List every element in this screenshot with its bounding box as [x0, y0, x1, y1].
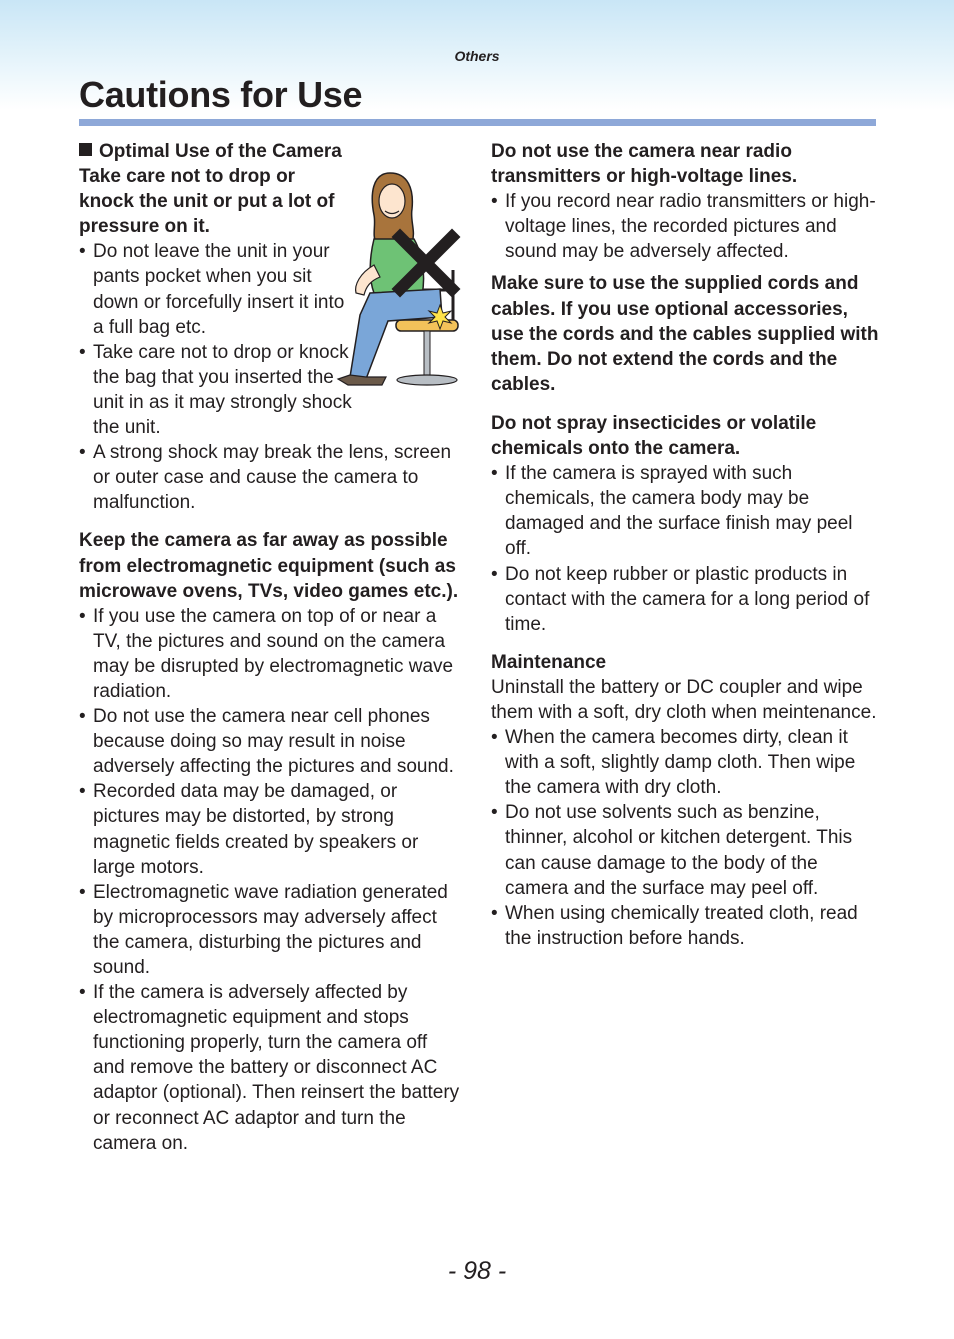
list-item: • Do not use solvents such as benzine, thinner, alcohol or kitchen detergent. This can cause damage to the body of the camera and the surface may peel off.: [491, 800, 881, 900]
sitting-woman-warning-illustration: [330, 165, 462, 390]
optimal-use-heading: Optimal Use of the Camera: [79, 139, 464, 164]
right-column: [491, 139, 881, 951]
list-item: • Do not use the camera near cell phones because doing so may result in noise adversely affecting the pictures and sound.: [79, 704, 464, 779]
page-number: - 98 -: [447, 1257, 507, 1285]
maintenance-heading: Maintenance: [491, 651, 607, 673]
list-item: • A strong shock may break the lens, screen or outer case and cause the camera to malfunction.: [79, 440, 464, 515]
maintenance-bullet-list: [491, 725, 881, 951]
list-item: • When using chemically treated cloth, read the instruction before hands.: [491, 901, 881, 951]
list-item: • If you record near radio transmitters or high-voltage lines, the recorded pictures and sound may be adversely affected.: [491, 189, 881, 264]
list-item: • If you use the camera on top of or near a TV, the pictures and sound on the camera may be disrupted by electromagnetic wave radiation.: [79, 604, 464, 704]
list-item: • Take care not to drop or knock the bag that you inserted the unit in as it may strongly shock the unit.: [79, 340, 355, 440]
cords-heading: Make sure to use the supplied cords and cables. If you use optional accessories, use the cords and the cables supplied with them. Do not extend the cords and the cables.: [491, 273, 879, 395]
list-item: • Electromagnetic wave radiation generated by microprocessors may adversely affect the camera, disturbing the pictures and sound.: [79, 880, 464, 980]
page-title: Cautions for Use: [79, 74, 363, 115]
spray-heading: Do not spray insecticides or volatile chemicals onto the camera.: [491, 412, 817, 460]
electromagnetic-heading: Keep the camera as far away as possible from electromagnetic equipment (such as microwave ovens, TVs, video games etc.).: [79, 530, 459, 602]
electromagnetic-bullet-list: [79, 604, 464, 1156]
section-label: Others: [454, 48, 500, 64]
maintenance-text: Uninstall the battery or DC coupler and wipe them with a soft, dry cloth when meintenance.: [491, 676, 877, 723]
list-item: • If the camera is adversely affected by electromagnetic equipment and stops functioning properly, turn the camera off and remove the battery or disconnect AC adaptor (optional). Then reinsert the battery or reconnect AC adaptor and turn the camera on.: [79, 980, 464, 1156]
title-rule: [79, 119, 876, 126]
list-item: • Recorded data may be damaged, or pictures may be distorted, by strong magnetic fields created by speakers or large motors.: [79, 779, 464, 879]
list-item: • When the camera becomes dirty, clean it with a soft, slightly damp cloth. Then wipe the camera with dry cloth.: [491, 725, 881, 800]
drop-heading: Take care not to drop or knock the unit or put a lot of pressure on it.: [79, 166, 335, 238]
list-item: • Do not leave the unit in your pants pocket when you sit down or forcefully insert it into a full bag etc.: [79, 239, 355, 339]
list-item: • Do not keep rubber or plastic products in contact with the camera for a long period of time.: [491, 562, 881, 637]
list-item: • If the camera is sprayed with such chemicals, the camera body may be damaged and the surface finish may peel off.: [491, 461, 881, 561]
radio-heading: Do not use the camera near radio transmitters or high-voltage lines.: [491, 141, 798, 188]
square-bullet-icon: [79, 143, 92, 156]
spray-bullet-list: [491, 461, 881, 637]
radio-bullet-list: [491, 189, 881, 264]
